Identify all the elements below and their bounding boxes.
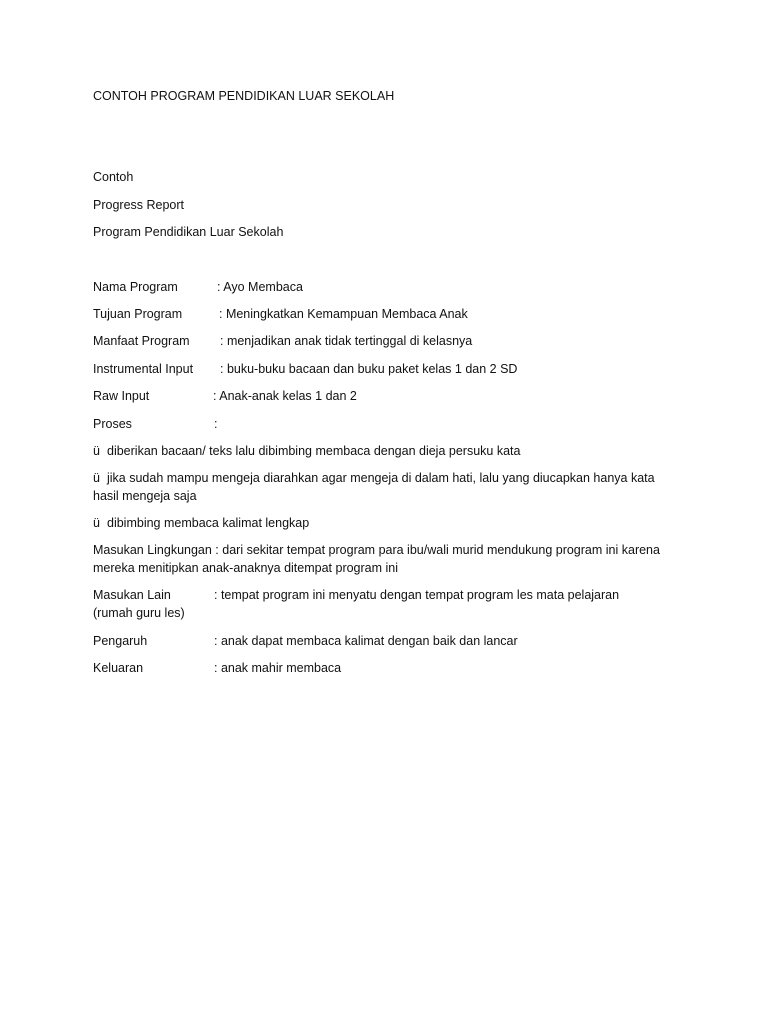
field-value: : buku-buku bacaan dan buku paket kelas 1 dan 2 SD (220, 362, 518, 376)
masukan-lingkungan-paragraph: Masukan Lingkungan : dari sekitar tempat program para ibu/wali murid mendukung program ini karena mereka menitipkan anak-anaknya ditempat program ini (93, 543, 660, 575)
field-value: : tempat program ini menyatu dengan tempat program les mata pelajaran (214, 588, 620, 602)
field-raw-input (93, 388, 693, 404)
field-value: : Meningkatkan Kemampuan Membaca Anak (219, 307, 468, 321)
field-value: : anak dapat membaca kalimat dengan baik dan lancar (214, 634, 518, 648)
field-value: : anak mahir membaca (214, 661, 342, 675)
field-value: : menjadikan anak tidak tertinggal di kelasnya (220, 334, 473, 348)
field-tujuan-program (93, 306, 693, 322)
field-value: : (214, 417, 218, 431)
masukan-lain-continuation: (rumah guru les) (93, 606, 185, 620)
bullet-item (93, 443, 520, 459)
field-pengaruh (93, 633, 693, 649)
field-label: Keluaran (93, 661, 144, 675)
document-heading: CONTOH PROGRAM PENDIDIKAN LUAR SEKOLAH (93, 89, 395, 103)
checkmark-icon: ü (93, 471, 100, 485)
field-label: Pengaruh (93, 634, 148, 648)
field-keluaran (93, 660, 693, 676)
bullet-text: jika sudah mampu mengeja diarahkan agar mengeja di dalam hati, lalu yang diucapkan hanya kata hasil mengeja saja (93, 471, 655, 503)
field-label: Raw Input (93, 389, 150, 403)
field-label: Manfaat Program (93, 334, 190, 348)
intro-line-program: Program Pendidikan Luar Sekolah (93, 225, 284, 239)
bullet-item (93, 515, 309, 531)
field-nama-program (93, 279, 693, 295)
bullet-text: diberikan bacaan/ teks lalu dibimbing membaca dengan dieja persuku kata (107, 444, 521, 458)
intro-line-progress-report: Progress Report (93, 198, 185, 212)
field-masukan-lain (93, 587, 693, 603)
field-instrumental-input (93, 361, 693, 377)
bullet-item (93, 469, 683, 505)
field-label: Tujuan Program (93, 307, 183, 321)
field-manfaat-program (93, 333, 693, 349)
field-value: : Ayo Membaca (217, 280, 303, 294)
field-label: Nama Program (93, 280, 178, 294)
intro-line-contoh: Contoh (93, 170, 134, 184)
bullet-text: dibimbing membaca kalimat lengkap (107, 516, 310, 530)
field-label: Proses (93, 417, 132, 431)
field-label: Masukan Lain (93, 588, 171, 602)
field-proses (93, 416, 693, 432)
checkmark-icon: ü (93, 444, 100, 458)
field-value: : Anak-anak kelas 1 dan 2 (213, 389, 357, 403)
checkmark-icon: ü (93, 516, 100, 530)
field-label: Instrumental Input (93, 362, 194, 376)
